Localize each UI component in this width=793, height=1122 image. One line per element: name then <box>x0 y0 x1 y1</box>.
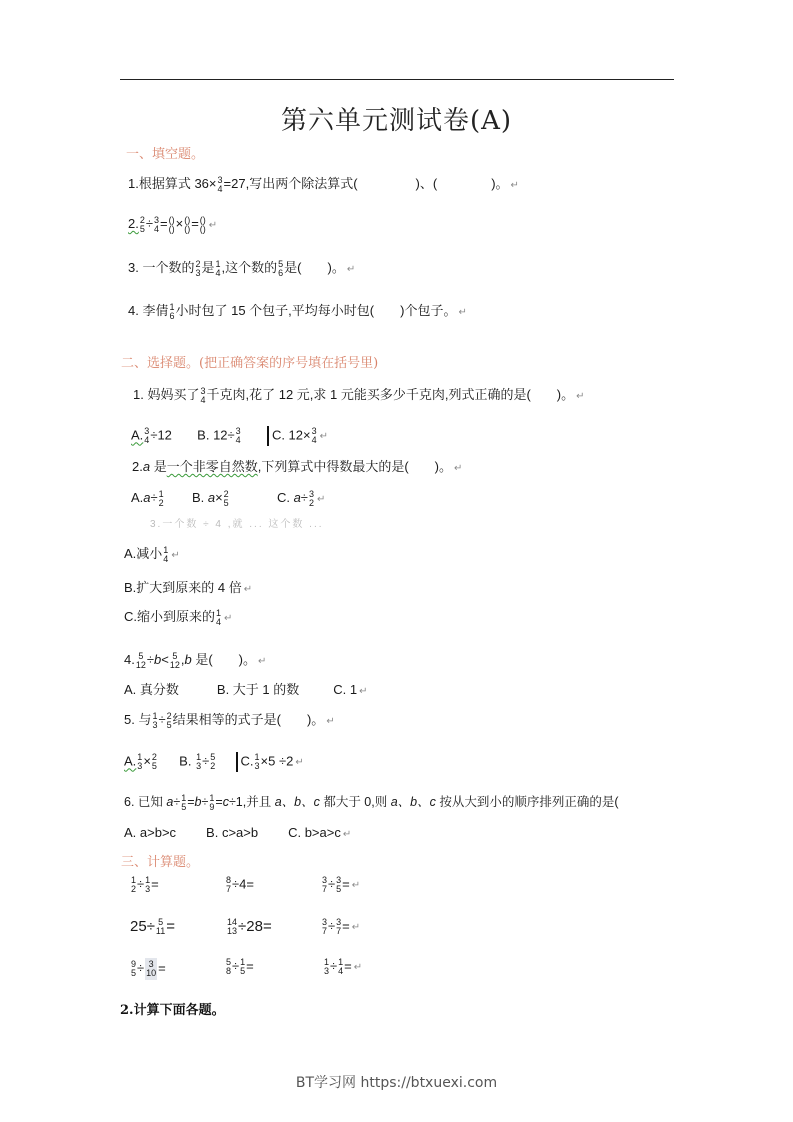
question-2-5-options: A. 1 3 × 2 5 B. 1 3 ÷ 5 2 C. 1 3 ×5 ÷2 ↵ <box>124 752 304 771</box>
page-title: 第六单元测试卷(A) <box>280 106 513 136</box>
question-1-2: 2. 2 5 ÷ 3 4 = () () × () () = () () ↵ <box>128 214 218 234</box>
header-rule <box>120 79 674 80</box>
calc-item: 25÷ 5 11 = <box>130 917 176 937</box>
question-2-3-option-b: B.扩大到原来的 4 倍 ↵ <box>124 580 253 595</box>
question-2-1: 1. 妈妈买了 3 4 千克肉,花了 12 元,求 1 元能买多少千克肉,列式正确的是( )。 ↵ <box>133 385 585 405</box>
subsection-calculate: 2.计算下面各题。 <box>120 1003 225 1018</box>
question-2-3-option-a: A.减小 1 4 ↵ <box>124 544 180 564</box>
text-cursor <box>236 752 238 772</box>
question-2-6: 6. 已知 a÷ 1 5 =b÷ 1 9 =c÷1,并且 a、b、c 都大于 0,则 a、b、c 按从大到小的顺序排列正确的是( <box>124 792 619 812</box>
calc-item: 1 2 ÷ 1 3 = <box>131 875 159 894</box>
question-2-2: 2.a 是一个非零自然数,下列算式中得数最大的是( )。 ↵ <box>132 459 463 474</box>
section-heading-calculation: 三、计算题。 <box>121 855 200 870</box>
question-1-1: 1.根据算式 36× 3 4 =27,写出两个除法算式( )、( )。 ↵ <box>128 174 519 194</box>
calc-item: 3 7 ÷ 3 5 = ↵ <box>322 875 361 894</box>
question-1-3: 3. 一个数的 2 3 是 1 4 ,这个数的 5 6 是( )。 ↵ <box>128 258 356 278</box>
question-2-5: 5. 与 1 3 ÷ 2 5 结果相等的式子是( )。 ↵ <box>124 710 335 730</box>
calc-item: 3 7 ÷ 3 7 = ↵ <box>322 917 361 936</box>
calc-item: 1 3 ÷ 1 4 = ↵ <box>324 957 363 976</box>
text-cursor <box>267 426 269 446</box>
question-2-1-options: A. 3 4 ÷12 B. 12÷ 3 4 C. 12× 3 4 ↵ <box>131 426 329 445</box>
selection-highlight: 3 10 <box>146 959 157 978</box>
question-2-3-option-c: C.缩小到原来的 1 4 ↵ <box>124 607 233 627</box>
question-2-3-cut-off: 3.一个数 ÷ 4 ,就 ... 这个数 ... <box>150 519 324 530</box>
calc-item: 8 7 ÷4= <box>226 875 254 894</box>
calc-item: 9 5 ÷ 3 10 = <box>131 959 166 978</box>
section-heading-fill-blank: 一、填空题。 <box>126 147 205 162</box>
question-2-4-options: A. 真分数 B. 大于 1 的数 C. 1 ↵ <box>124 682 368 697</box>
question-2-4: 4. 5 12 ÷b< 5 12 ,b 是( )。 ↵ <box>124 650 267 670</box>
calc-item: 14 13 ÷28= <box>227 917 272 937</box>
question-2-6-options: A. a>b>c B. c>a>b C. b>a>c ↵ <box>124 825 352 840</box>
calc-item: 5 8 ÷ 1 5 = <box>226 957 254 976</box>
question-1-4: 4. 李倩 1 6 小时包了 15 个包子,平均每小时包( )个包子。 ↵ <box>128 301 467 321</box>
return-mark: ↵ <box>510 180 519 191</box>
fraction: 3 4 <box>217 174 223 194</box>
section-heading-multiple-choice: 二、选择题。(把正确答案的序号填在括号里) <box>121 356 379 371</box>
question-2-2-options: A.a÷ 1 2 B. a× 2 5 C. a÷ 3 2 ↵ <box>131 488 326 508</box>
watermark-footer: BT学习网 https://btxuexi.com <box>295 1075 498 1091</box>
